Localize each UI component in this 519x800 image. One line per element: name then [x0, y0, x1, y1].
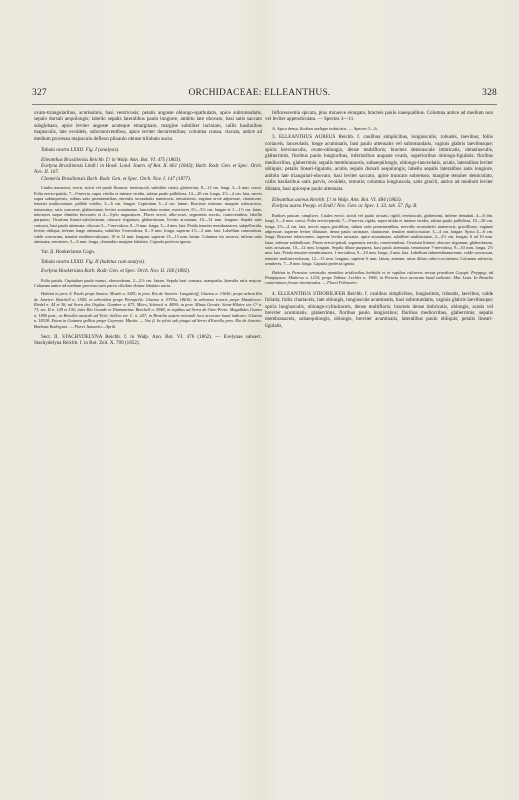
text-paragraph: A. Spica densa, floribus undique imbricatis. — Species 3—6. [272, 125, 378, 131]
text-paragraph: Clomeria Brasiliensis Barb. Rodr. Gen. et Spec. Orch. Nov. I. 147 (1877). [41, 175, 192, 182]
running-header [22, 88, 497, 102]
text-paragraph: Radices paucae, simplices. Caules erecti, stricti vel paulo arcuati, rigidi, teretiusculi, glaberrimi, inferne denudati, 4—6 dm. longi, 5—6 mm. crassi. Folia erecto-patula, 7—9-nervia, rigida, supra nitida et intense viridia, subtus paulo pallidiora, 10—20 cm. longa, 2½—4 cm. lata, nervis supra gracilibus, subtus satis prominentibus, nervulis secundariis numerosis, gracillimis; vaginae adpressae, superne leviter dilatatae, dense paulo carinatae, chartaceae, tenuiter multicostatae, 3—4 cm. longae. Spica 4—6 cm. longa. Bracteae rubescentes, superne leviter arcuatae, apice acuminatae, subtiliter multistriatae, 2—2½ cm. longae, 6 ad 10 mm. latae, infimae subbullosae. Flores erecto-patuli, segmentis erectis, conniventibus. Ovarium lineare, obscure trigonum, glaberrimum, satis arcuatum, 10—12 mm. longum. Sepala dilute purpurea, basi paulo attenuata, tenuissime 7-nervulosa, 9—10 mm. longa, 2½ mm. lata. Petala tenuiter membranacea, 1-nervulosa, 9—10 mm. longa, 2 mm. lata. Labellum submembranaceum, valde concavum, tenuiter multinervulosum, 12—13 mm. longum, superne 6 mm. latum, aureum, intus dilute rubro-coccineum. Columna subrecta, semiteres, 7—8 mm. longa. Capsula perfecta ignota. [265, 212, 493, 267]
text-paragraph: ovato-triangularibus, acutissimis, basi ventricosis; petalis anguste oblongo-spathulatis, apice subrotundatis, sepalo dorsali aequilongis; labello sepalis lateralibus paulo longiore, ambitu late obovato, basi satis saccato subglobaso, apice leviter anguste acuteque emarginato, margine subtiliter laciniato, callis basilaribus majusculis, late ovoideis, subconniventibus, apice leviter decurrentibus; columna crassa, clavata, antice ad medium procesau majusculo deflexo piloaulo obtuse trilobato aucta. [34, 110, 262, 142]
text-paragraph: Tabula nostra LXXII. Fig. II (habitus cum analysi). [41, 258, 146, 265]
running-title: ORCHIDACEAE: ELLEANTHUS. [188, 88, 331, 98]
text-paragraph: Evelyna Hookeriana Barb. Rodr. Gen. et Spec. Orch. Nov. II. 166 (1882). [41, 268, 191, 275]
text-paragraph: Caules numerosi, erecti, stricti vel paulo flexuosi, teretiusculi, subtiliter striati, glaberrimi, 8—13 cm. longi, 3—4 mm. crassi. Folia erecto-patula, 7—9-nervia, supra viridia et intense viridia, subtus paulo pallidiora, 14—20 cm. longa, 2½—4 cm. lata, nervis supra subimpressis, subtus satis prominentibus, nervulis secundariis numerosis, tenuissimis; vaginae arcte adpressae, chartaceae, tenuiter multicostatae, pallide virides, 3—6 cm. longae. Capitulum 3—4 cm. latum. Bracteae extimae, margine subscarioso, tenuissime, satis concavae, glaberrimae, leviter acuminatae, lanceolato-ovatae, exteriores 3½—5½ cm. longae et 1—1½ cm. latae, interiores usque dimidio breviores et 2—3-plo angustiores. Flores erecti, albo-rosei, segmentis erectis, conniventibus, labello purpureo. Ovarium lineari-subclavatum, obscure trigonum, glaberrimum, leviter arcuatum, 10—12 mm. longum. Sepala satis concava, basi paulo attenuata, obscure 5—7-nervulosa, 8—9 mm. longa, 3—4 mm. lata. Petala tenuiter membranacea, subpellucida, leviter obliqua, inferne longe attenuata, subtiliter 5-nervulosa, 8—9 mm. longa, superne 2½—3 mm. lata. Labellum carnosulum, valde concavum, tenuiter multinervulosum, 10 et 12 mm. longum, superne 13—15 mm. latum. Columna vix incurva, inferne satis attenuata, semiteres, 5—6 mm. longa, clinandrio margine lobulato. Capsula perfecta ignota. [34, 185, 262, 244]
text-paragraph: Tabula nostra LXXII. Fig. I (analysis). [41, 147, 120, 154]
text-paragraph: Evelyna Brasiliensis Lindl.! in Hook. Lond. Journ. of Bot. II. 661 (1843); Barb. Rodr. Gen. et Spec. Orch. Nov. II. 167. [34, 162, 262, 176]
header-rule [32, 104, 497, 105]
page-number-left: 327 [32, 88, 47, 98]
text-paragraph: Var. β. Hookerianus Cogn. [41, 249, 96, 256]
text-paragraph: 4. ELLEANTHUS STROBILIFER Reichb. f. caulibus simplicibus, longissimis, robustis, laevibus, valde foliatis; foliis chartaceis, late oblongis, longiuscule acuminatis, basi subrotundatis, vaginis glabris laevibusque; spicis longiusculis, oblongo-cylindraceis, dense multifloris; bracteis dense imbricatis, oblongis, acutis vel breviter acuminatis, glaberrimis, floribus paulo longioribus; floribus mediocribus, glaberrimis; sepalis membranaceis, subaequilongis, oblongis, breviter acuminatis, lateralibus paulo obliquis; petalis lineari-ligulatis, [265, 290, 493, 329]
text-paragraph: Elleanthus aureus Reichb. f.! in Walp. Ann. Bot. VI. 484 (1863). [272, 197, 402, 204]
text-paragraph: Evelyna aurea Poepp. et Endl.! Nov. Gen. ac Spec. I. 33. tab. 57. fig. B. [272, 203, 418, 210]
right-column [265, 110, 493, 329]
text-paragraph: Habitat in prov. S. Paulo prope Santos: Mosén n. 3285; in prov. Rio de Janeiro: Langsdorff, Glaziou n. 15646; prope urbem Rio de Janeiro: Burchell n. 1505; in arboribus prope Petropolis: Glaziou n. 9755a, 18616; in arboreus truncis prope Mandiocca: Riedel n. 44 et 36; ad Serra dos Orgãos: Gardner n. 673, Miers, Schenck n. 4890; in prov. Minas Geraës: Saint-Hilaire ser. C¹ n. 73, ser. D n. 128 et 130; inter Rio Grande et Diamantina: Burchell n. 5948; in rupibus ad Serra de Ouro Preto: Magalhães Gomes n. 1896 part.; in Brasilia australi ad Tirió: Sellow ser. C. n. 247; in Brasilia austro-orientali loco accurato haud indicato: Glaziou n. 18538. Etiam in Guianea gallica prope Cayenna: Martin. — Var. β. In sylvis sub pingui ad Serra d'Estrella prov. Rio de Janeiro: Barbosa Rodrigues. — Floret Januario—Aprili. [34, 291, 262, 329]
text-paragraph: Folia patula. Capitulum paulo minus, obovoideum, 2—2½ cm. latum. Sepala basi connata, inaequalia, lateralia satis majora. Columna antice ad medium processu satis parvo ciliolato obtuse lobulato aucta. [34, 277, 262, 288]
page-number-right: 328 [482, 88, 497, 98]
text-paragraph: Habitat in Peruviae orientalis montibus aridioribus herbidis et in rupibus calcareis versus praedium Cuyapi: Poeppig; ad Pampayacu: Mathews n. 1234; prope Tabina: Lechler n. 1966; in Peruvia loco accurato haud indicato: Mac Lean. In Brasilia conterminae forsan inveniendus. — Floret Februario. [265, 269, 493, 286]
left-column [34, 110, 262, 347]
text-paragraph: 3. ELLEANTHUS AUREUS Reichb. f. caulibus simplicibus, longiusculis, robustis, laevibus; foliis coriaceis, lanceolatis, longe acuminatis, basi paulo attenuatis vel subrotundatis, vaginis glabris laevibusque; spicis breviusculis, ovato-oblongis, dense multifloris; bracteis densiuscule imbricatis, obtusiusculis, glaberrimis, floribus paulo longioribus, inferioribus anguste ovatis, superioribus oblongo-ligulatis; floribus mediocribus, glaberrimis; sepalis membranaceis, subaequilongis, oblongo-lanceolatis, acutis, lateralibus leviter obliquis; petalis lineari-ligulatis, acutis, sepalo dorsali aequilongis; labello sepalis lateralibus satis longiore, ambitu late triangulari-obovato, basi leviter saccato, apice truncato subretuso, margine tenuiter denticulato, callis basilaribus satis parvis, ovoideis, remotis; columna longiuscula, satis gracili, antice ad medium leviter dilatata, basi apiceque paulo attenuata. [265, 134, 493, 192]
text-paragraph: Elleanthus Brasiliensis Reichb. f.! in Walp. Ann. Bot. VI. 475 (1863). [41, 156, 182, 163]
text-paragraph: Sect. II. STACHYDELYNA Reichb. f. in Walp. Ann. Bot. VI. 476 (1862). — Evelynae subsect. Stachydelyna Reichb. f. in Bot. Zeit. X. 709 (1852). [34, 333, 262, 347]
text-paragraph: Inflorescentia spicata, plus minusve elongata, bracteis paulo inaequalibus. Columna antice ad medium non vel leviter appendiculata. — Species 3—11. [265, 110, 493, 123]
